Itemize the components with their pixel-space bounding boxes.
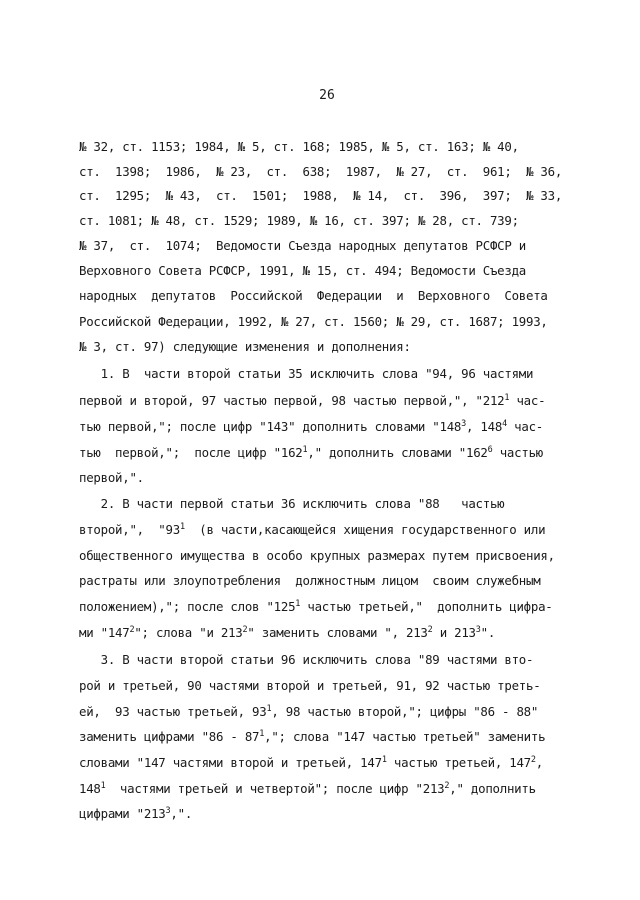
- text-line: [79, 757, 543, 769]
- text-segment: положением),"; после слов "125: [79, 599, 296, 614]
- text-segment: № 37, ст. 1074; Ведомости Съезда народных депутатов РСФСР и: [79, 238, 527, 253]
- text-line: [79, 706, 538, 718]
- superscript: 2: [427, 625, 433, 635]
- text-segment: 2. В части первой статьи 36 исключить слова "88 частью: [79, 496, 505, 511]
- text-segment: " заменить словами ", 213: [247, 625, 428, 640]
- superscript: 4: [502, 419, 507, 429]
- text-line: [79, 627, 495, 639]
- text-segment: первой,".: [79, 470, 144, 485]
- text-line: [79, 524, 545, 536]
- text-segment: и 213: [432, 625, 476, 640]
- superscript: 1: [266, 704, 272, 714]
- superscript: 2: [129, 625, 135, 635]
- text-line: [79, 240, 526, 252]
- text-segment: № 3, ст. 97) следующие изменения и дополнения:: [79, 339, 411, 354]
- superscript: 1: [259, 729, 265, 739]
- text-line: [79, 447, 543, 459]
- text-segment: Верховного Совета РСФСР, 1991, № 15, ст. 494; Ведомости Съезда: [79, 263, 527, 278]
- text-segment: , 148: [466, 419, 503, 434]
- text-line: [79, 601, 553, 613]
- text-segment: 1. В части второй статьи 35 исключить слова "94, 96 частями: [79, 366, 534, 381]
- text-line: [79, 783, 536, 795]
- text-segment: ст. 1295; № 43, ст. 1501; 1988, № 14, ст. 396, 397; № 33,: [79, 188, 563, 203]
- text-segment: , 98 частью второй,"; цифры "86 - 88": [271, 704, 539, 719]
- text-segment: второй,", "93: [79, 522, 180, 537]
- text-line: [79, 190, 562, 202]
- superscript: 2: [242, 625, 248, 635]
- text-segment: час-: [506, 419, 543, 434]
- superscript: 2: [444, 781, 450, 791]
- text-segment: № 32, ст. 1153; 1984, № 5, ст. 168; 1985, № 5, ст. 163; № 40,: [79, 139, 519, 154]
- text-segment: общественного имущества в особо крупных размерах путем присвоения,: [79, 548, 555, 563]
- text-line: [79, 265, 526, 277]
- text-segment: ст. 1081; № 48, ст. 1529; 1989, № 16, ст. 397; № 28, ст. 739;: [79, 213, 519, 228]
- text-line: [79, 316, 548, 328]
- superscript: 1: [295, 599, 301, 609]
- text-line: [79, 654, 533, 666]
- text-line: [79, 290, 548, 302]
- superscript: 1: [179, 522, 185, 532]
- text-segment: частью: [492, 445, 543, 460]
- text-line: [79, 550, 555, 562]
- text-segment: тью первой,"; после цифр "162: [79, 445, 303, 460]
- text-line: [79, 368, 533, 380]
- superscript: 1: [302, 445, 308, 455]
- text-segment: "; слова "и 213: [134, 625, 243, 640]
- text-segment: рой и третьей, 90 частями второй и третьей, 91, 92 частью треть-: [79, 678, 541, 693]
- text-segment: народных депутатов Российской Федерации и Верховного Совета: [79, 288, 548, 303]
- text-line: [79, 731, 545, 743]
- superscript: 3: [475, 625, 481, 635]
- superscript: 1: [381, 755, 387, 765]
- text-segment: ст. 1398; 1986, № 23, ст. 638; 1987, № 27, ст. 961; № 36,: [79, 164, 563, 179]
- superscript: 6: [487, 445, 493, 455]
- superscript: 1: [100, 781, 106, 791]
- text-line: [79, 141, 519, 153]
- text-segment: ,: [535, 755, 543, 770]
- text-segment: Российской Федерации, 1992, № 27, ст. 1560; № 29, ст. 1687; 1993,: [79, 314, 548, 329]
- text-segment: цифрами "213: [79, 806, 166, 821]
- text-line: [79, 575, 540, 587]
- text-segment: ,".: [170, 806, 193, 821]
- text-line: [79, 680, 540, 692]
- text-line: [79, 421, 543, 433]
- text-line: [79, 166, 562, 178]
- text-segment: 148: [79, 781, 101, 796]
- text-segment: первой и второй, 97 частью первой, 98 частью первой,", "212: [79, 393, 505, 408]
- text-line: [79, 808, 192, 820]
- text-segment: 3. В части второй статьи 96 исключить слова "89 частями вто-: [79, 652, 534, 667]
- text-segment: частями третьей и четвертой"; после цифр "213: [105, 781, 445, 796]
- text-segment: ," дополнить: [449, 781, 536, 796]
- text-segment: частью третьей, 147: [386, 755, 531, 770]
- text-line: [79, 472, 144, 484]
- text-segment: час-: [509, 393, 546, 408]
- text-segment: растраты или злоупотребления должностным лицом своим служебным: [79, 573, 541, 588]
- text-segment: тью первой,"; после цифр "143" дополнить словами "148: [79, 419, 462, 434]
- page-number: 26: [319, 88, 335, 103]
- superscript: 2: [530, 755, 536, 765]
- text-line: [79, 498, 504, 510]
- text-segment: ".: [480, 625, 496, 640]
- text-segment: словами "147 частями второй и третьей, 147: [79, 755, 382, 770]
- text-line: [79, 341, 411, 353]
- superscript: 3: [461, 419, 466, 429]
- text-line: [79, 395, 545, 407]
- superscript: 3: [165, 806, 171, 816]
- text-segment: ," дополнить словами "162: [307, 445, 488, 460]
- text-segment: ми "147: [79, 625, 130, 640]
- text-line: [79, 215, 519, 227]
- text-segment: частью третьей," дополнить цифра-: [300, 599, 553, 614]
- superscript: 1: [504, 393, 510, 403]
- text-segment: заменить цифрами "86 - 87: [79, 729, 260, 744]
- text-segment: ,"; слова "147 частью третьей" заменить: [264, 729, 546, 744]
- text-segment: (в части,касающейся хищения государственного или: [184, 522, 546, 537]
- text-segment: ей, 93 частью третьей, 93: [79, 704, 267, 719]
